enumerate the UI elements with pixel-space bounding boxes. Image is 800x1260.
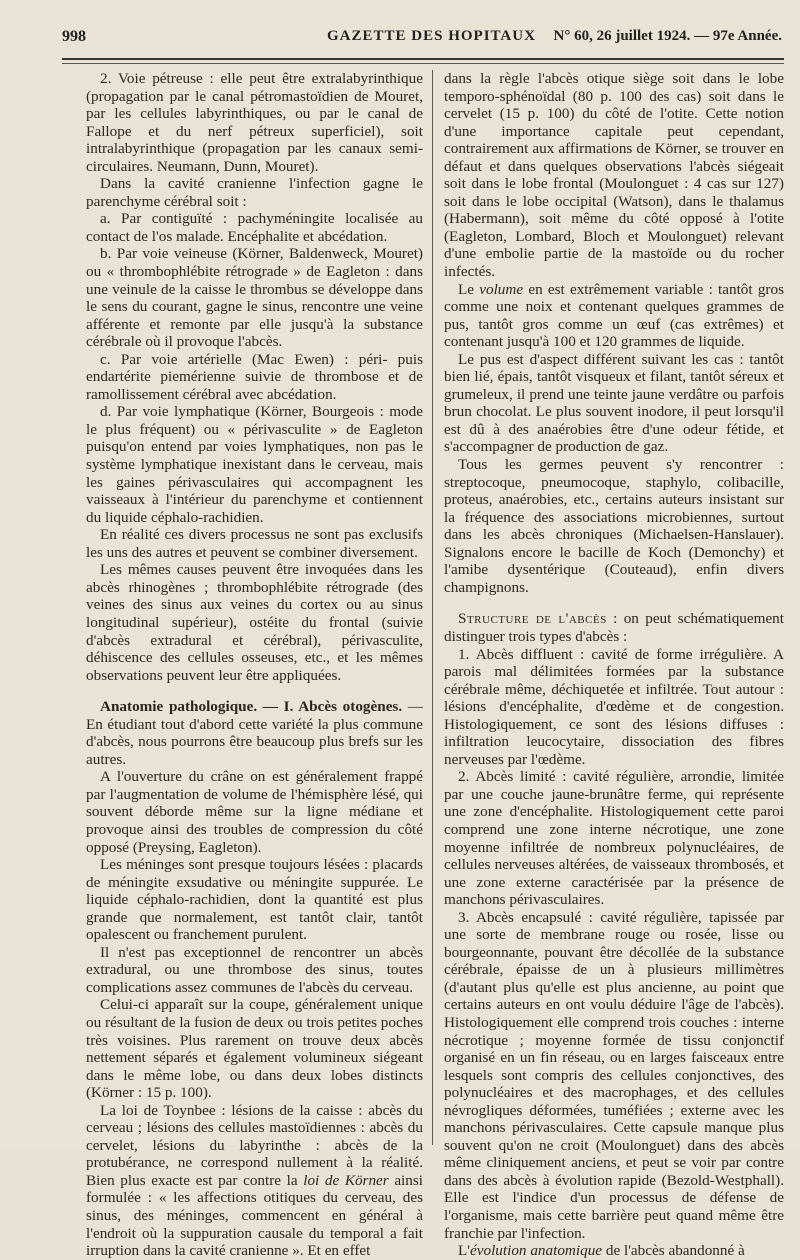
page-number: 998 <box>62 28 86 45</box>
paragraph-text: L' <box>458 1242 471 1260</box>
section-paragraph <box>444 610 784 645</box>
paragraph: Le pus est d'aspect différent suivant les cas : tantôt bien lié, épais, tantôt visqueux et filant, tantôt séreux et grumeleux, il prend une teinte jaune verdâtre ou parfois brun chocolat. Le plus souvent inodore, il peut lorsqu'il est dû à des anaérobies être d'une odeur fétide, et s'accompagner de production de gaz. <box>444 350 784 456</box>
paragraph: Tous les germes peuvent s'y rencontrer : streptocoque, pneumocoque, staphylo, colibacille, proteus, anaérobies, etc., certains auteurs insistant sur la fréquence des associations microbiennes, surtout dans les abcès chroniques (Michaelsen-Hanslauer). Signalons encore le bacille de Koch (Demonchy) et l'amibe dysentérique (Couteaud), enfin divers champignons. <box>444 456 784 596</box>
section-heading: Anatomie pathologique. — I. Abcès otogènes. <box>100 698 403 716</box>
italic-term: évolution anatomique <box>470 1242 603 1260</box>
paragraph-text: : on peut schématiquement distinguer trois types d'abcès : <box>444 610 784 645</box>
paragraph-text: — En étudiant tout d'abord cette variété la plus commune d'abcès, nous pourrons être beaucoup plus brefs sur les autres. <box>86 698 423 768</box>
right-column <box>444 70 784 1260</box>
italic-term: loi de Körner <box>303 1171 389 1189</box>
paragraph-text: Le <box>458 280 480 298</box>
journal-title: GAZETTE DES HOPITAUX <box>327 28 536 44</box>
page-header <box>62 26 782 48</box>
paragraph: c. Par voie artérielle (Mac Ewen) : péri- puis endartérite piemérienne suivie de thrombose et de ramollissement cérébral avec abcédation. <box>86 350 423 403</box>
paragraph: Il n'est pas exceptionnel de rencontrer un abcès extradural, ou une thrombose des sinus, toutes complications assez communes de l'abcès du cerveau. <box>86 943 423 996</box>
column-divider <box>432 70 433 1145</box>
paragraph <box>444 1242 784 1260</box>
paragraph-text: La loi de Toynbee : lésions de la caisse : abcès du cerveau ; lésions des cellules mastoïdiennes : abcès du cervelet, lésions du labyrinthe : abcès de la protubérance, ne correspond nullement à la réalité. Bien plus exacte est par contre la <box>86 1101 423 1189</box>
paragraph: En réalité ces divers processus ne sont pas exclusifs les uns des autres et peuvent se combiner diversement. <box>86 526 423 561</box>
paragraph-text: ainsi formulée : « les affections otitiques du cerveau, des sinus, des méninges, commencent en général à l'endroit où la suppuration causale du temporal a fait irruption dans la cavité cranienne ». Et en effet <box>86 1171 423 1260</box>
paragraph: 2. Abcès limité : cavité régulière, arrondie, limitée par une couche jaune-brunâtre ferme, qui représente une zone d'encéphalite. Histologiquement cette paroi comprend une zone interne nécrotique, une zone moyenne infiltrée de nombreux polynucléaires, de cellules nerveuses altérées, de vaisseaux thrombosés, et une zone externe caractérisée par la présence de manchons périvasculaires. <box>444 768 784 909</box>
paragraph: Dans la cavité cranienne l'infection gagne le parenchyme cérébral soit : <box>86 175 423 210</box>
paragraph: 2. Voie pétreuse : elle peut être extralabyrinthique (propagation par le canal pétromastoïdien de Mouret, par les cellules labyrinthiques, ou par le canal de Fallope et du nerf pétreux superficiel), soit intralabyrinthique (propagation par les canaux semi-circulaires. Neumann, Dunn, Mouret). <box>86 70 423 175</box>
paragraph: dans la règle l'abcès otique siège soit dans le lobe temporo-sphénoïdal (80 p. 100 des cas) soit dans le cervelet (15 p. 100) du côté de l'otite. Cette notion d'une importance capitale peut cependant, contrairement aux affirmations de Körner, se trouver en défaut et dans quelques observations l'abcès siégeait soit dans le lobe frontal (Moulonguet : 4 cas sur 127) soit dans le lobe occipital (Watson), dans le thalamus (Habermann), soit même du côté opposé à l'otite (Eagleton, Lombard, Bloch et Moulonguet) relevant d'une embolie partie de la mastoïde ou du rocher infectés. <box>444 70 784 281</box>
paragraph: A l'ouverture du crâne on est généralement frappé par l'augmentation de volume de l'hémisphère lésé, qui souvent déborde même sur la ligne médiane et provoque ainsi des troubles de compression du côté opposé (Preysing, Eagleton). <box>86 768 423 856</box>
left-column <box>86 70 423 1260</box>
paragraph: Celui-ci apparaît sur la coupe, généralement unique ou résultant de la fusion de deux ou trois petites poches très voisines. Plus rarement on trouve deux abcès nettement séparés et également volumineux siégeant dans le même lobe, ou dans deux lobes distincts (Körner : 15 p. 100). <box>86 996 423 1102</box>
paragraph <box>86 1102 423 1260</box>
header-rule <box>62 58 784 60</box>
paragraph: d. Par voie lymphatique (Körner, Bourgeois : mode le plus fréquent) ou « périvasculite » de Eagleton puisqu'on entend par voies lymphatiques, non pas le système lymphatique inexistant dans le cerveau, mais les gaines périvasculaires qui accompagnent les vaisseaux à l'intérieur du parenchyme et contiennent du liquide céphalo-rachidien. <box>86 403 423 526</box>
issue-info: N° 60, 26 juillet 1924. — 97e Année. <box>553 28 782 44</box>
paragraph-text: en est extrêmement variable : tantôt gros comme une noix et contenant quelques grammes de pus, tantôt gros comme un œuf (cas extrêmes) et contenant jusqu'à 100 et 120 grammes de liquide. <box>444 280 784 351</box>
paragraph: Les méninges sont presque toujours lésées : placards de méningite exsudative ou méningite suppurée. Le liquide céphalo-rachidien, dont la quantité est plus grande que normalement, est tantôt clair, tantôt opalescent ou franchement purulent. <box>86 856 423 944</box>
paragraph: a. Par contiguïté : pachyméningite localisée au contact de l'os malade. Encéphalite et abcédation. <box>86 210 423 245</box>
section-paragraph <box>86 698 423 768</box>
paragraph: Les mêmes causes peuvent être invoquées dans les abcès rhinogènes ; thrombophlébite rétrograde (des veines des sinus aux veines du cortex ou au sinus longitudinal supérieur), ostéite du frontal (suivie d'abcès extradural et cérébral), périvasculite, déhiscence des cellules osseuses, etc., et les mêmes observations peuvent leur être appliquées. <box>86 561 423 684</box>
paragraph-text: de l'abcès abandonné à <box>602 1242 745 1260</box>
paragraph: 1. Abcès diffluent : cavité de forme irrégulière. A parois mal délimitées formées par la substance cérébrale même, déchiquetée et infiltrée. Tout autour : lésions d'encéphalite, d'œdème et de congestion. Histologiquement, ce sont des lésions diffuses : infiltration leucocytaire, dissociation des fibres nerveuses par l'œdème. <box>444 645 784 768</box>
paragraph <box>444 281 784 351</box>
italic-term: volume <box>479 280 524 298</box>
header-rule-thin <box>62 63 784 64</box>
paragraph: b. Par voie veineuse (Körner, Baldenweck, Mouret) ou « thrombophlébite rétrograde » de Eagleton : dans une veinule de la caisse le thrombus se développe dans le sens du courant, gagne le sinus, rencontre une veine afférente et remonte par elle jusqu'à la substance cérébrale où il provoque l'abcès. <box>86 245 423 351</box>
paragraph: 3. Abcès encapsulé : cavité régulière, tapissée par une sorte de membrane rouge ou rosée, lisse ou bourgeonnante, pouvant être décollée de la substance cérébrale, épaisse de un à plusieurs millimètres (d'autant plus qu'elle est plus ancienne, au point que certains auteurs en ont voulu déduire l'âge de l'abcès). Histologiquement elle comprend trois couches : interne nécrotique ; moyenne formée de tissu conjonctif organisé en un fin réseau, ou en larges faisceaux entre lesquels sont compris des cellules conjonctives, des polynucléaires et des macrophages, et des cellules névrogliques déformées, tuméfiées ; externe avec les manchons périvasculaires. Cette capsule manque plus souvent qu'on ne croit (Moulonguet) dans des abcès même cliniquement anciens, et peut se voir par contre dans des abcès à évolution rapide (Bezold-Westphall). Elle est l'indice d'un processus de défense de l'organisme, mais cette barrière peut quand même être franchie par l'infection. <box>444 908 784 1242</box>
section-heading: Structure de l'abcès <box>458 610 607 628</box>
